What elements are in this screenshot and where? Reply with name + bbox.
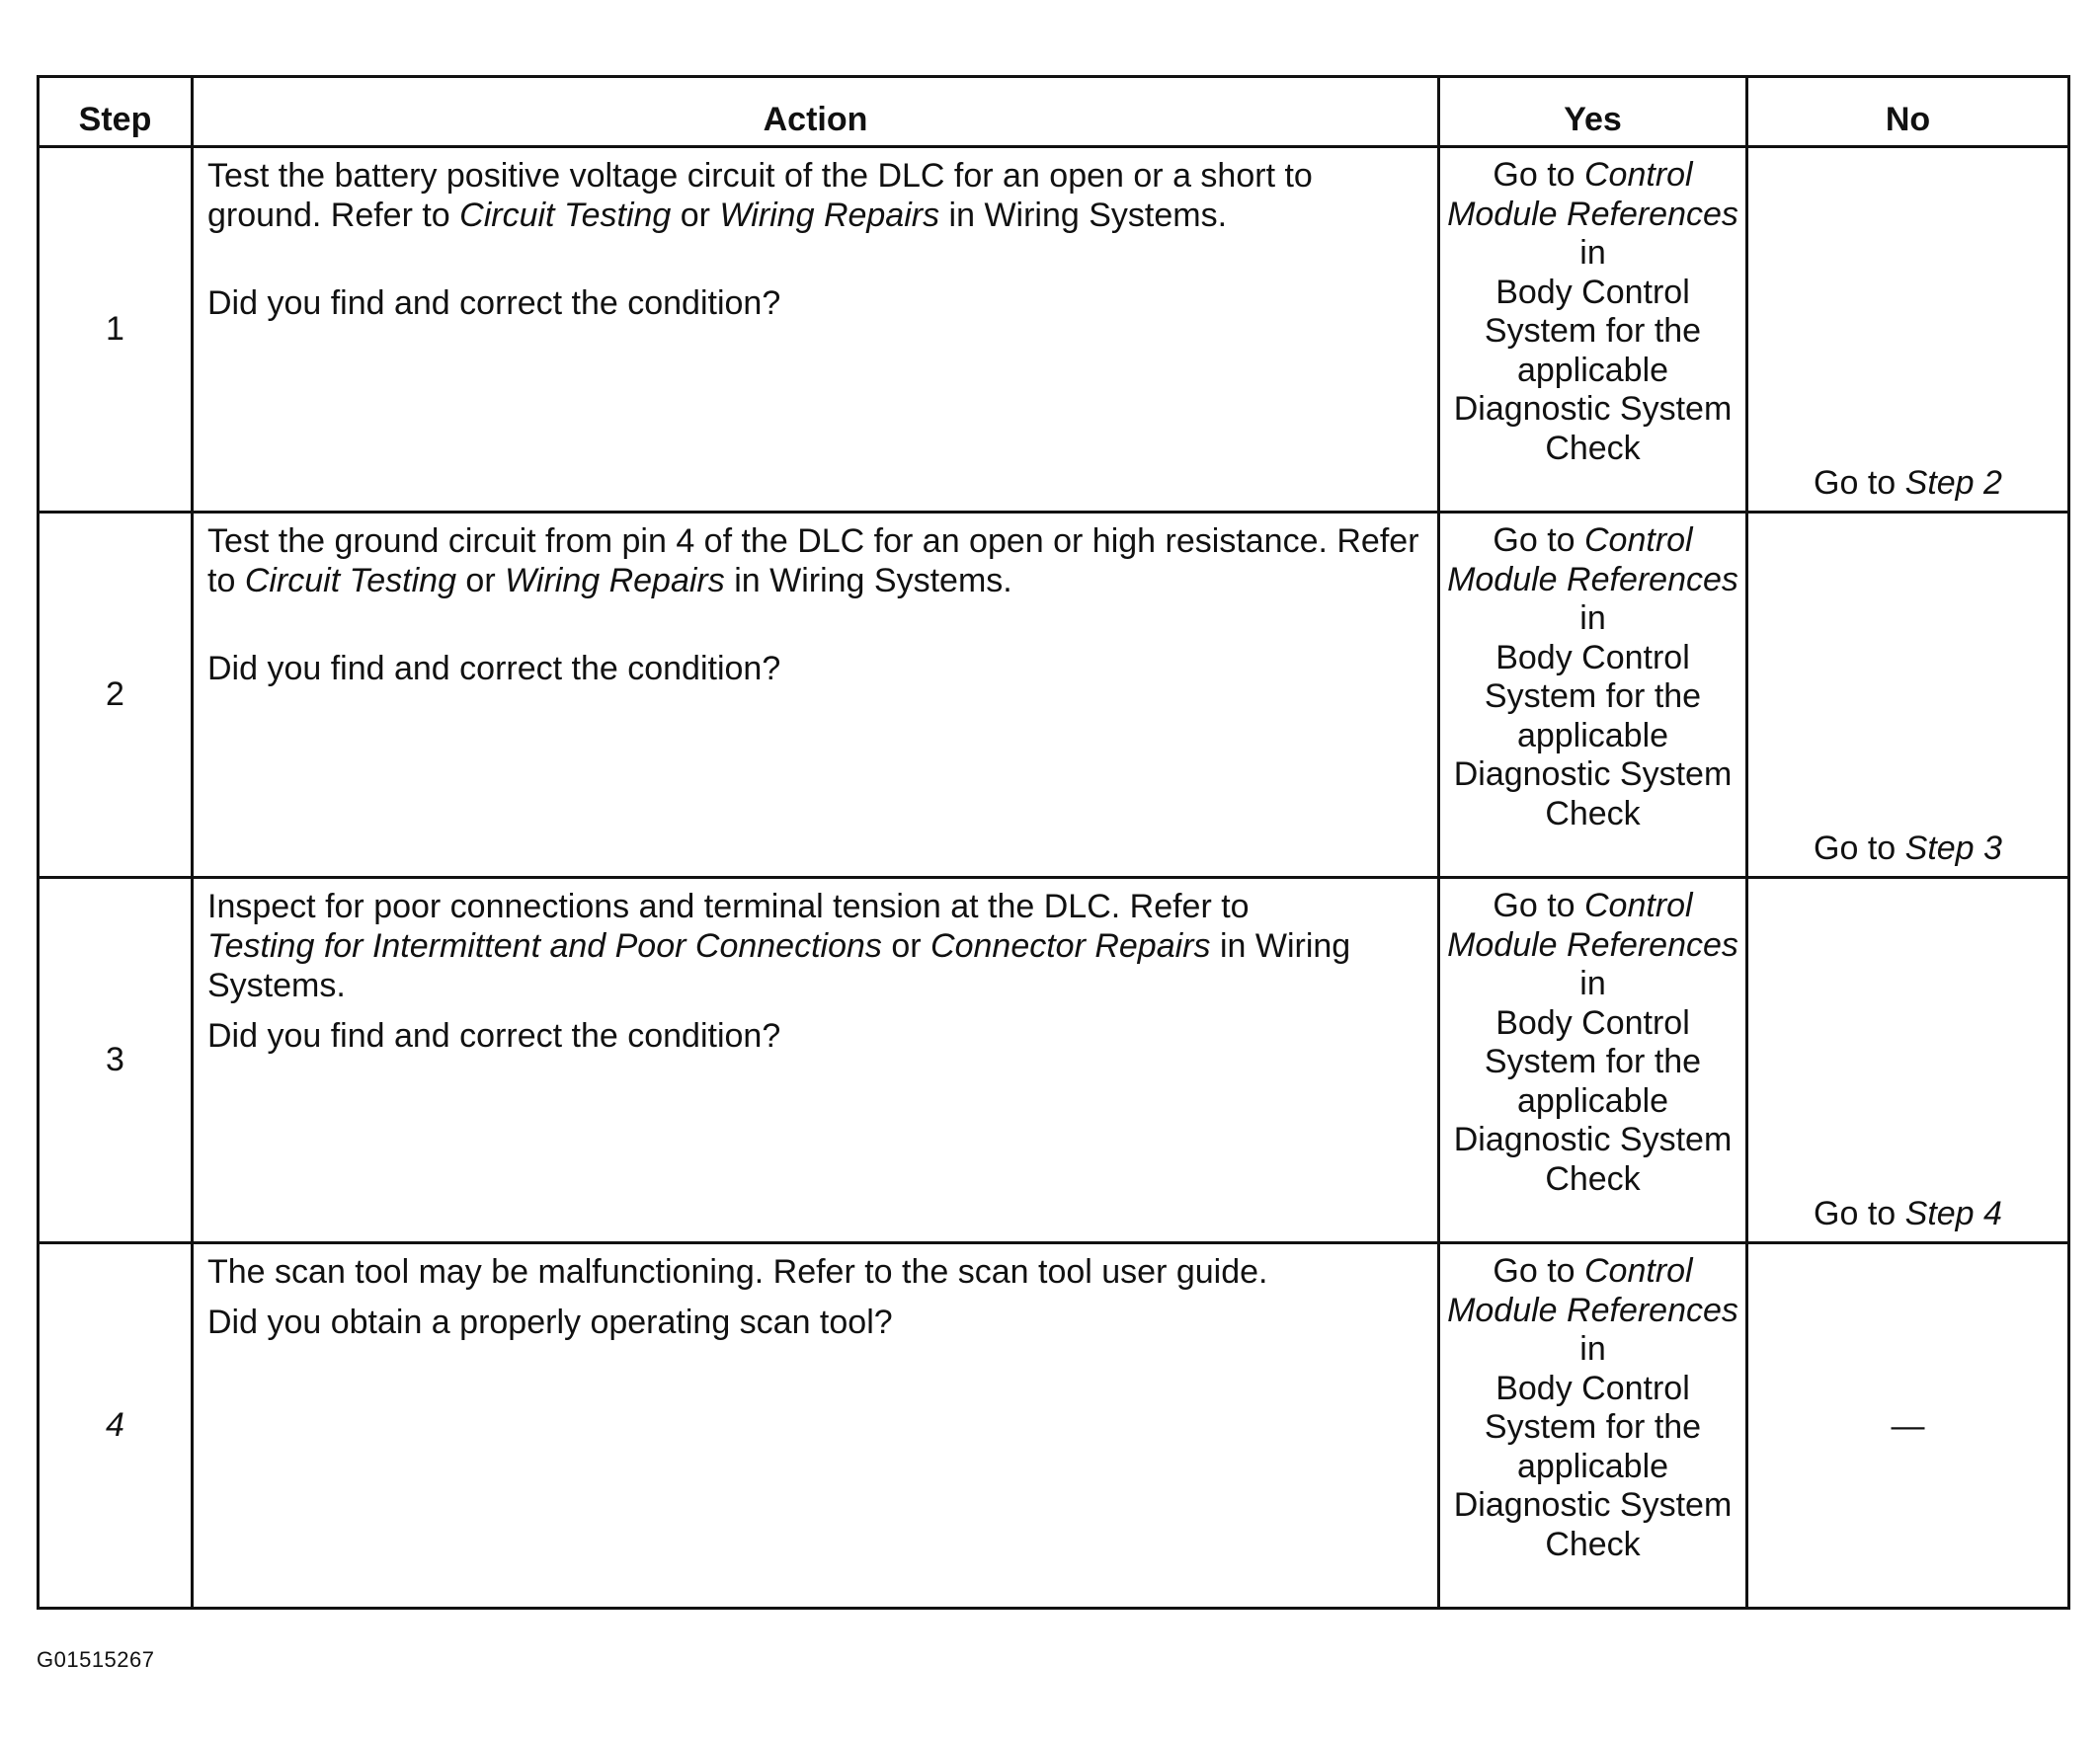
header-yes: Yes [1439, 77, 1747, 147]
no-step-reference: Step 2 [1904, 464, 2002, 502]
no-cell [1747, 1243, 2069, 1609]
step-number: 4 [39, 1243, 193, 1609]
no-cell: Go to Step 2 [1747, 147, 2069, 513]
no-step-reference: Step 3 [1904, 830, 2002, 867]
diagnostic-table [37, 75, 2070, 1610]
action-instruction: Test the ground circuit from pin 4 of the DLC for an open or high resistance. Refer to Circuit Testing or Wiring Repairs in Wiring Systems. [207, 522, 1419, 599]
yes-reference: Control Module References [1447, 156, 1738, 233]
step-number: 1 [39, 147, 193, 513]
reference-link: Circuit Testing [459, 197, 672, 234]
action-question: Did you find and correct the condition? [207, 284, 781, 322]
reference-link: Circuit Testing [244, 562, 456, 599]
table-row [39, 1243, 2069, 1609]
header-step: Step [39, 77, 193, 147]
yes-cell: Go to Control Module References in Body Control System for the applicable Diagnostic System Check [1439, 878, 1747, 1243]
yes-cell: Go to Control Module References in Body Control System for the applicable Diagnostic System Check [1439, 1243, 1747, 1609]
action-question: Did you find and correct the condition? [207, 1017, 781, 1055]
yes-reference: Control Module References [1447, 1252, 1738, 1329]
table-row [39, 513, 2069, 878]
step-number: 2 [39, 513, 193, 878]
action-cell [193, 513, 1439, 878]
header-action: Action [193, 77, 1439, 147]
step-number: 3 [39, 878, 193, 1243]
action-question: Did you obtain a properly operating scan tool? [207, 1304, 893, 1341]
no-cell: Go to Step 4 [1747, 878, 2069, 1243]
action-instruction: Test the battery positive voltage circuit of the DLC for an open or a short to ground. Refer to Circuit Testing or Wiring Repairs in Wiring Systems. [207, 157, 1313, 234]
table-row [39, 147, 2069, 513]
action-cell [193, 1243, 1439, 1609]
figure-id: G01515267 [37, 1647, 155, 1672]
action-instruction: The scan tool may be malfunctioning. Refer to the scan tool user guide. [207, 1253, 1268, 1291]
yes-cell: Go to Control Module References in Body Control System for the applicable Diagnostic System Check [1439, 147, 1747, 513]
reference-link: Testing for Intermittent and Poor Connections [207, 927, 882, 965]
reference-link: Wiring Repairs [719, 197, 940, 234]
no-dash: — [1891, 1406, 1925, 1445]
header-row [39, 77, 2069, 147]
header-no: No [1747, 77, 2069, 147]
yes-reference: Control Module References [1447, 887, 1738, 964]
action-question: Did you find and correct the condition? [207, 650, 781, 687]
no-step-reference: Step 4 [1904, 1195, 2002, 1232]
yes-cell: Go to Control Module References in Body Control System for the applicable Diagnostic System Check [1439, 513, 1747, 878]
no-cell: Go to Step 3 [1747, 513, 2069, 878]
reference-link: Wiring Repairs [505, 562, 725, 599]
action-instruction: Inspect for poor connections and terminal tension at the DLC. Refer to Testing for Intermittent and Poor Connections or Connector Repairs in Wiring Systems. [207, 888, 1351, 1004]
action-cell [193, 147, 1439, 513]
action-cell [193, 878, 1439, 1243]
table-row [39, 878, 2069, 1243]
yes-reference: Control Module References [1447, 521, 1738, 598]
reference-link: Connector Repairs [930, 927, 1211, 965]
